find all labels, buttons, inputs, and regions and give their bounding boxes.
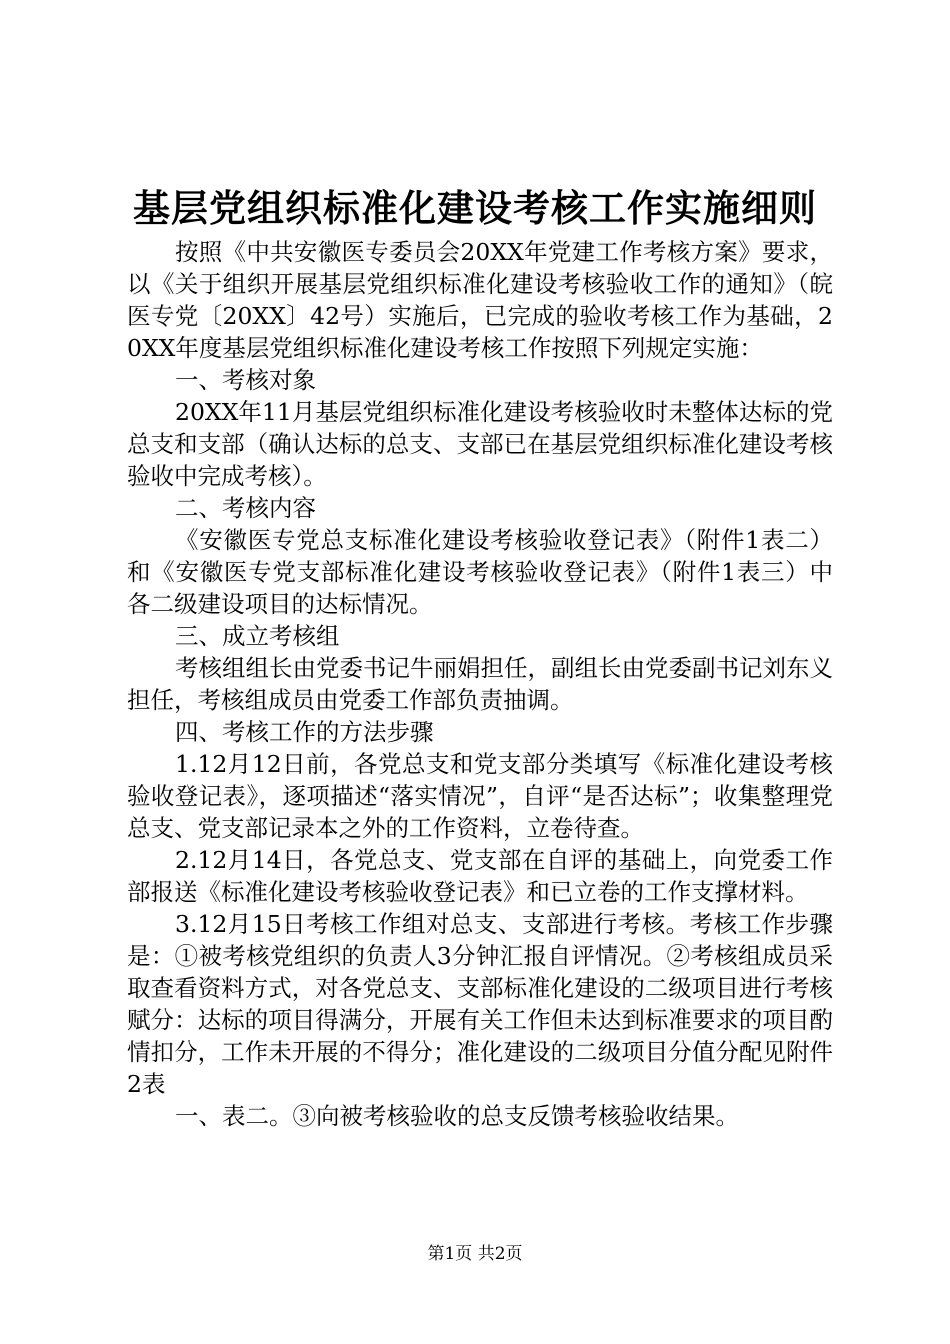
- section-paragraph-2: 《安徽医专党总支标准化建设考核验收登记表》（附件1表二）和《安徽医专党支部标准化建设考核验收登记表》（附件1表三）中各二级建设项目的达标情况。: [127, 526, 833, 618]
- intro-paragraph: 按照《中共安徽医专委员会20XX年党建工作考核方案》要求，以《关于组织开展基层党组织标准化建设考核验收工作的通知》（皖医专党〔20XX〕42号）实施后，已完成的验收考核工作为基础，20XX年度基层党组织标准化建设考核工作按照下列规定实施：: [127, 238, 833, 362]
- document-title: 基层党组织标准化建设考核工作实施细则: [133, 186, 817, 230]
- continuation-paragraph: 一、表二。③向被考核验收的总支反馈考核验收结果。: [175, 1102, 739, 1130]
- section-heading-1: 一、考核对象: [175, 366, 316, 394]
- step-paragraph-3: 3.12月15日考核工作组对总支、支部进行考核。考核工作步骤是：①被考核党组织的负责人3分钟汇报自评情况。②考核组成员采取查看资料方式，对各党总支、支部标准化建设的二级项目进行考核赋分：达标的项目得满分，开展有关工作但未达到标准要求的项目酌情扣分，工作未开展的不得分；准化建设的二级项目分值分配见附件2表: [127, 910, 833, 1098]
- section-paragraph-3: 考核组组长由党委书记牛丽娟担任，副组长由党委副书记刘东义担任，考核组成员由党委工作部负责抽调。: [127, 654, 833, 714]
- section-paragraph-1: 20XX年11月基层党组织标准化建设考核验收时未整体达标的党总支和支部（确认达标的总支、支部已在基层党组织标准化建设考核验收中完成考核）。: [127, 398, 833, 490]
- document-body: [127, 236, 833, 1132]
- section-heading-3: 三、成立考核组: [175, 622, 340, 650]
- section-heading-4: 四、考核工作的方法步骤: [175, 718, 434, 746]
- step-paragraph-1: 1.12月12日前，各党总支和党支部分类填写《标准化建设考核验收登记表》，逐项描述“落实情况”，自评“是否达标”；收集整理党总支、党支部记录本之外的工作资料，立卷待查。: [127, 750, 833, 842]
- page-number: 第1页 共2页: [427, 1244, 523, 1264]
- step-paragraph-2: 2.12月14日，各党总支、党支部在自评的基础上，向党委工作部报送《标准化建设考核验收登记表》和已立卷的工作支撑材料。: [127, 846, 833, 906]
- section-heading-2: 二、考核内容: [175, 494, 316, 522]
